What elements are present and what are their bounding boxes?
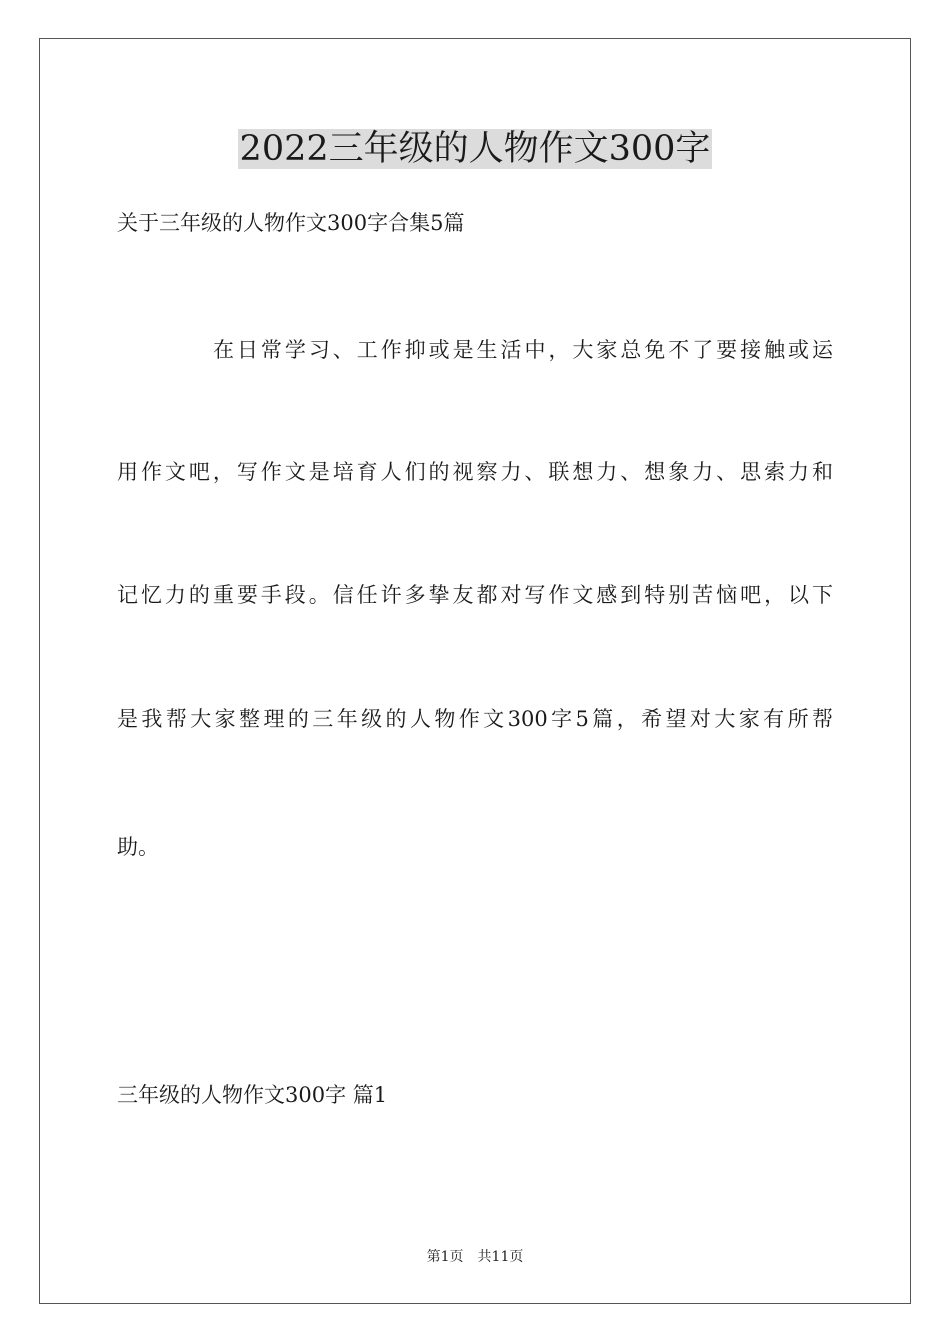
intro-line-5: 助。 xyxy=(117,835,159,859)
section-heading: 三年级的人物作文300字 篇1 xyxy=(117,1083,388,1107)
intro-line-2: 用作文吧，写作文是培育人们的视察力、联想力、想象力、思索力和 xyxy=(117,460,833,484)
intro-line-4: 是我帮大家整理的三年级的人物作文300字5篇，希望对大家有所帮 xyxy=(117,707,833,731)
document-subtitle: 关于三年级的人物作文300字合集5篇 xyxy=(117,211,465,235)
page-footer xyxy=(0,1248,950,1266)
page-number: 第1页 xyxy=(426,1249,464,1265)
document-title-text: 2022三年级的人物作文300字 xyxy=(239,129,711,169)
document-title xyxy=(0,128,950,170)
intro-line-3: 记忆力的重要手段。信任许多挚友都对写作文感到特别苦恼吧，以下 xyxy=(117,583,833,607)
page-total: 共11页 xyxy=(477,1249,524,1265)
intro-line-1: 在日常学习、工作抑或是生活中，大家总免不了要接触或运 xyxy=(213,338,833,362)
